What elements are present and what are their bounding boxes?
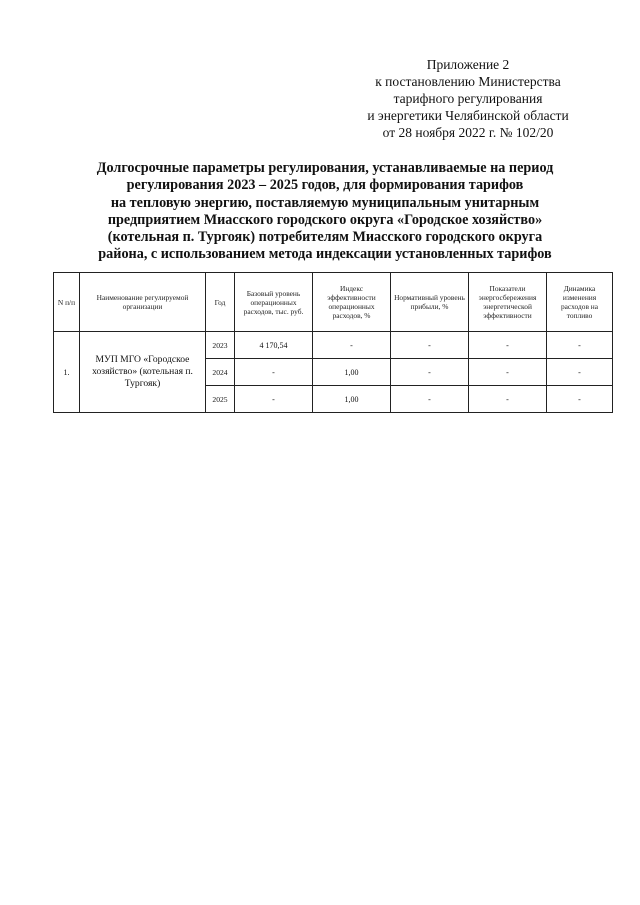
table-header-row (54, 273, 613, 332)
table-row (54, 332, 613, 359)
appendix-line: от 28 ноября 2022 г. № 102/20 (382, 125, 554, 140)
header-org: Наименование регулируемой организации (80, 273, 206, 332)
title-line: предприятием Миасского городского округа «Городское хозяйство» (107, 211, 543, 228)
title-line: на тепловую энергию, поставляемую муниципальным унитарным (110, 194, 540, 211)
year-cell: 2024 (206, 359, 235, 386)
base-cell: 4 170,54 (235, 332, 313, 359)
header-base: Базовый уровень операционных расходов, тыс. руб. (235, 273, 313, 332)
title-line: (котельная п. Тургояк) потребителям Миасского городского округа (107, 229, 543, 246)
row-number: 1. (54, 332, 80, 413)
appendix-line: тарифного регулирования (393, 91, 543, 106)
base-cell: - (235, 386, 313, 413)
energy-cell: - (469, 359, 547, 386)
year-cell: 2023 (206, 332, 235, 359)
index-cell: 1,00 (313, 386, 391, 413)
appendix-line: Приложение 2 (426, 57, 510, 72)
fuel-cell: - (547, 386, 613, 413)
profit-cell: - (391, 386, 469, 413)
energy-cell: - (469, 386, 547, 413)
appendix-line: и энергетики Челябинской области (367, 108, 569, 123)
index-cell: 1,00 (313, 359, 391, 386)
appendix-block (340, 56, 596, 141)
profit-cell: - (391, 332, 469, 359)
header-year: Год (206, 273, 235, 332)
header-energy: Показатели энергосбережения энергетической эффективности (469, 273, 547, 332)
document-title (60, 160, 590, 264)
fuel-cell: - (547, 332, 613, 359)
title-line: района, с использованием метода индексации установленных тарифов (98, 246, 552, 263)
appendix-line: к постановлению Министерства (375, 74, 561, 89)
parameters-table (53, 272, 613, 413)
fuel-cell: - (547, 359, 613, 386)
organization-name: МУП МГО «Городское хозяйство» (котельная п. Тургояк) (80, 332, 206, 413)
header-index: Индекс эффективности операционных расходов, % (313, 273, 391, 332)
energy-cell: - (469, 332, 547, 359)
title-line: регулирования 2023 – 2025 годов, для формирования тарифов (126, 177, 524, 194)
base-cell: - (235, 359, 313, 386)
header-fuel: Динамика изменения расходов на топливо (547, 273, 613, 332)
index-cell: - (313, 332, 391, 359)
profit-cell: - (391, 359, 469, 386)
header-num: N п/п (54, 273, 80, 332)
header-profit: Нормативный уровень прибыли, % (391, 273, 469, 332)
year-cell: 2025 (206, 386, 235, 413)
title-line: Долгосрочные параметры регулирования, устанавливаемые на период (96, 160, 554, 176)
